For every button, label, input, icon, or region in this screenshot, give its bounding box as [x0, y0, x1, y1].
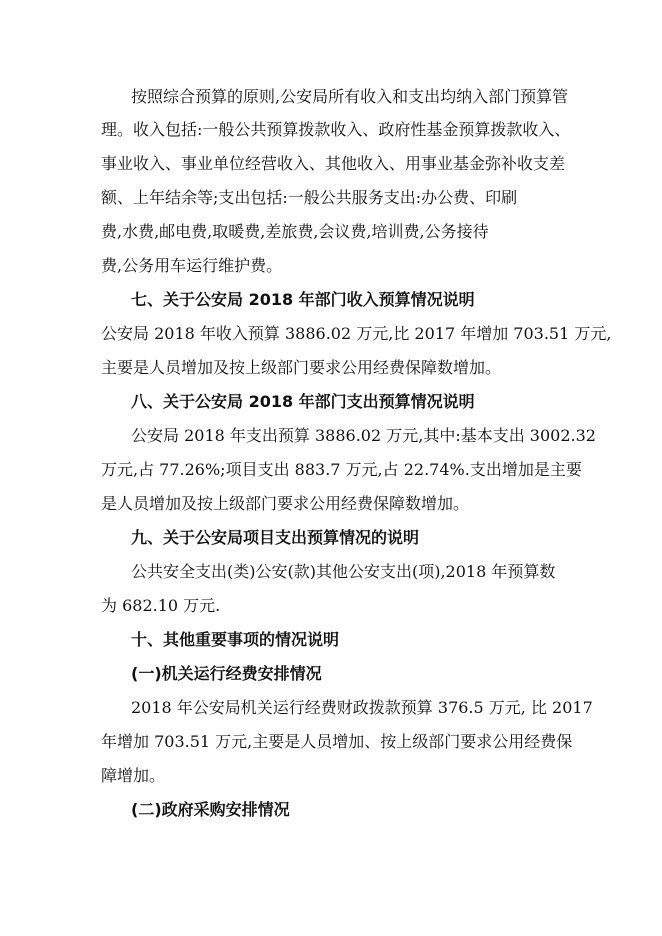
paragraph-line: 障增加。 [101, 766, 166, 785]
paragraph-line: 理。收入包括:一般公共预算拨款收入、政府性基金预算拨款收入、 [101, 120, 571, 139]
paragraph-line: 年增加 703.51 万元,主要是人员增加、按上级部门要求公用经费保 [101, 732, 573, 751]
paragraph-line: 按照综合预算的原则,公安局所有收入和支出均纳入部门预算管 [131, 87, 569, 106]
paragraph-line: 主要是人员增加及按上级部门要求公用经费保障数增加。 [101, 358, 502, 377]
paragraph-line: 2018 年公安局机关运行经费财政拨款预算 376.5 万元, 比 2017 [131, 698, 593, 717]
paragraph-line: 额、上年结余等;支出包括:一般公共服务支出:办公费、印刷 [101, 188, 518, 207]
paragraph-line: 事业收入、事业单位经营收入、其他收入、用事业基金弥补收支差 [101, 154, 566, 173]
paragraph-line: 费,水费,邮电费,取暖费,差旅费,会议费,培训费,公务接待 [101, 222, 489, 241]
paragraph-line: 是人员增加及按上级部门要求公用经费保障数增加。 [101, 494, 470, 513]
section-heading: 九、关于公安局项目支出预算情况的说明 [131, 528, 420, 547]
paragraph-line: 为 682.10 万元. [101, 596, 221, 615]
paragraph-line: 公共安全支出(类)公安(款)其他公安支出(项),2018 年预算数 [131, 562, 556, 581]
paragraph-line: 费,公务用车运行维护费。 [101, 256, 283, 275]
paragraph-line: 万元,占 77.26%;项目支出 883.7 万元,占 22.74%.支出增加是主要 [101, 460, 582, 479]
paragraph-line: 公安局 2018 年支出预算 3886.02 万元,其中:基本支出 3002.32 [131, 426, 596, 445]
paragraph-line: 公安局 2018 年收入预算 3886.02 万元,比 2017 年增加 703.51 万元, [101, 324, 612, 343]
section-heading: 十、其他重要事项的情况说明 [131, 630, 340, 649]
section-heading: 七、关于公安局 2018 年部门收入预算情况说明 [131, 290, 475, 309]
subsection-heading: (二)政府采购安排情况 [131, 800, 290, 819]
subsection-heading: (一)机关运行经费安排情况 [131, 664, 322, 683]
section-heading: 八、关于公安局 2018 年部门支出预算情况说明 [131, 392, 475, 411]
